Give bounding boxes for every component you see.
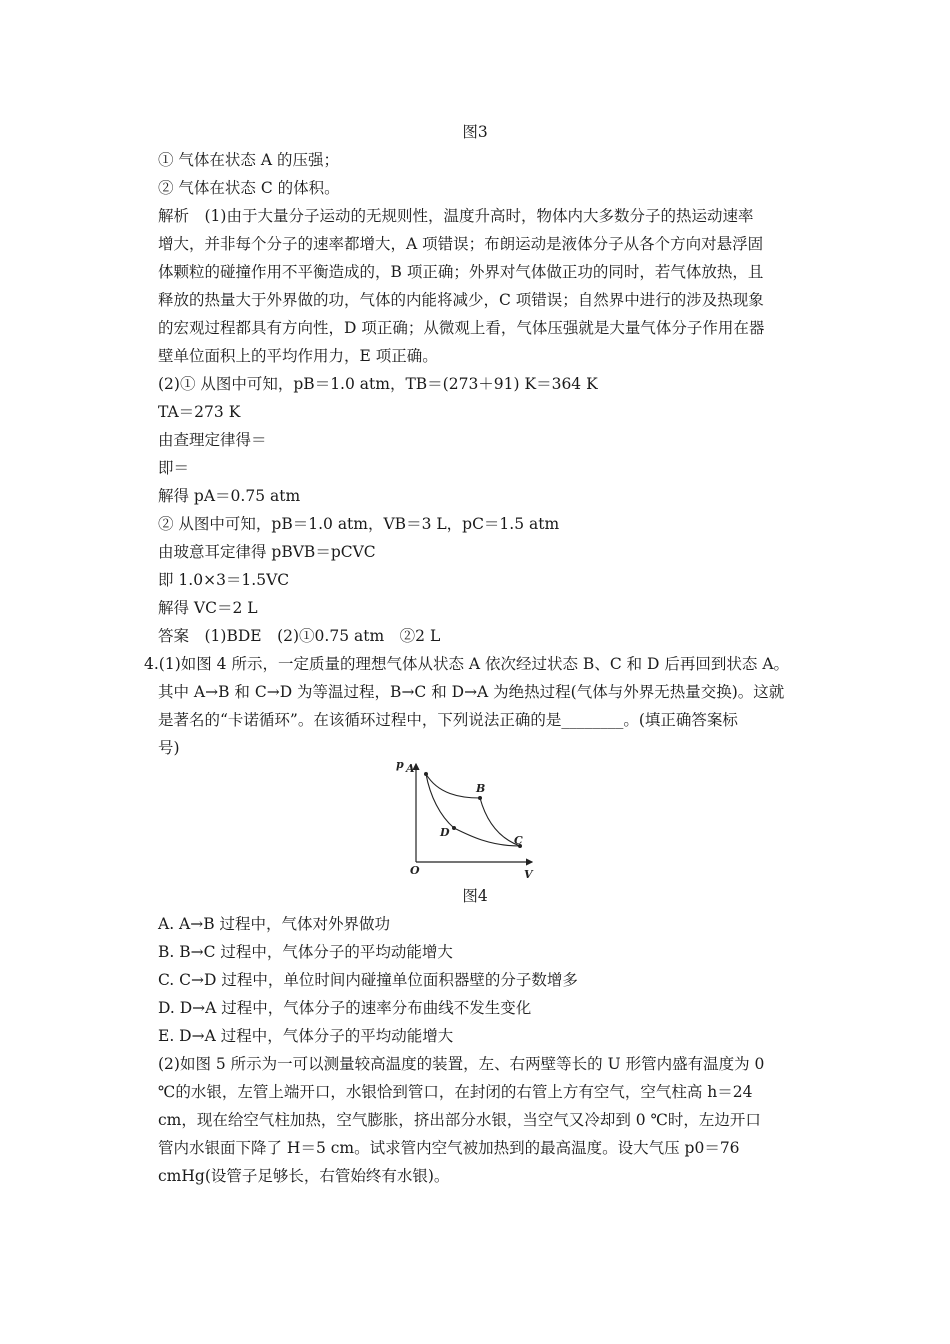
- solution-line: ② 从图中可知，pB＝1.0 atm，VB＝3 L，pC＝1.5 atm: [158, 515, 560, 533]
- figure-3-caption: 图3: [462, 123, 488, 141]
- solution-line: 解得 pA＝0.75 atm: [158, 487, 301, 505]
- solution-line: (2)① 从图中可知，pB＝1.0 atm，TB＝(273＋91) K＝364 K: [158, 375, 598, 393]
- axis-v-label: V: [524, 868, 533, 881]
- curve-c-d: [454, 828, 520, 846]
- point-d-dot: [452, 826, 456, 830]
- question-4-intro-line: 4.(1)如图 4 所示，一定质量的理想气体从状态 A 依次经过状态 B、C 和 D 后再回到状态 A。: [144, 655, 790, 673]
- analysis-line: 解析 (1)由于大量分子运动的无规则性，温度升高时，物体内大多数分子的热运动速率: [158, 207, 754, 225]
- axis-p-label: p: [396, 758, 404, 771]
- curve-d-a: [426, 774, 454, 828]
- option-c: C. C→D 过程中，单位时间内碰撞单位面积器壁的分子数增多: [158, 971, 578, 989]
- solution-line: 解得 VC＝2 L: [158, 599, 258, 617]
- option-d: D. D→A 过程中，气体分子的速率分布曲线不发生变化: [158, 999, 532, 1017]
- curve-a-b: [426, 774, 480, 798]
- solution-line: 由查理定律得＝: [158, 431, 267, 449]
- analysis-line: 体颗粒的碰撞作用不平衡造成的，B 项正确；外界对气体做正功的同时，若气体放热，且: [158, 263, 764, 281]
- point-b-label: B: [476, 782, 486, 795]
- solution-line: 即＝: [158, 459, 190, 477]
- point-c-label: C: [514, 834, 523, 847]
- question-4-intro-line: 号): [158, 739, 180, 757]
- point-b-dot: [478, 796, 482, 800]
- question-4-part-2-line: (2)如图 5 所示为一可以测量较高温度的装置，左、右两壁等长的 U 形管内盛有温度为 0: [158, 1055, 765, 1073]
- answer-line: 答案 (1)BDE (2)①0.75 atm ②2 L: [158, 627, 441, 645]
- analysis-line: 增大，并非每个分子的速率都增大，A 项错误；布朗运动是液体分子从各个方向对悬浮固: [158, 235, 764, 253]
- question-4-part-2-line: 管内水银面下降了 H＝5 cm。试求管内空气被加热到的最高温度。设大气压 p0＝76: [158, 1139, 740, 1157]
- origin-label: O: [410, 864, 420, 877]
- analysis-line: 释放的热量大于外界做的功，气体的内能将减少，C 项错误；自然界中进行的涉及热现象: [158, 291, 764, 309]
- figure-4-carnot-cycle-diagram: [390, 758, 550, 888]
- question-4-part-2-line: cmHg(设管子足够长，右管始终有水银)。: [158, 1167, 450, 1185]
- figure-4-caption: 图4: [462, 887, 488, 905]
- point-a-dot: [424, 772, 428, 776]
- question-4-intro-line: 是著名的“卡诺循环”。在该循环过程中，下列说法正确的是________。(填正确答案标: [158, 711, 738, 729]
- analysis-line: 壁单位面积上的平均作用力，E 项正确。: [158, 347, 438, 365]
- question-3-subquestion-2: ② 气体在状态 C 的体积。: [158, 179, 340, 197]
- question-4-intro-line: 其中 A→B 和 C→D 为等温过程，B→C 和 D→A 为绝热过程(气体与外界无热量交换)。这就: [158, 683, 785, 701]
- question-4-part-2-line: cm，现在给空气柱加热，空气膨胀，挤出部分水银，当空气又冷却到 0 ℃时，左边开口: [158, 1111, 761, 1129]
- question-3-subquestion-1: ① 气体在状态 A 的压强；: [158, 151, 339, 169]
- option-e: E. D→A 过程中，气体分子的平均动能增大: [158, 1027, 454, 1045]
- question-4-part-2-line: ℃的水银，左管上端开口，水银恰到管口，在封闭的右管上方有空气，空气柱高 h＝24: [158, 1083, 753, 1101]
- point-d-label: D: [440, 826, 450, 839]
- option-a: A. A→B 过程中，气体对外界做功: [158, 915, 391, 933]
- solution-line: 即 1.0×3＝1.5VC: [158, 571, 290, 589]
- point-a-label: A: [406, 762, 415, 775]
- option-b: B. B→C 过程中，气体分子的平均动能增大: [158, 943, 453, 961]
- solution-line: 由玻意耳定律得 pBVB＝pCVC: [158, 543, 376, 561]
- solution-line: TA＝273 K: [158, 403, 241, 421]
- analysis-line: 的宏观过程都具有方向性，D 项正确；从微观上看，气体压强就是大量气体分子作用在器: [158, 319, 765, 337]
